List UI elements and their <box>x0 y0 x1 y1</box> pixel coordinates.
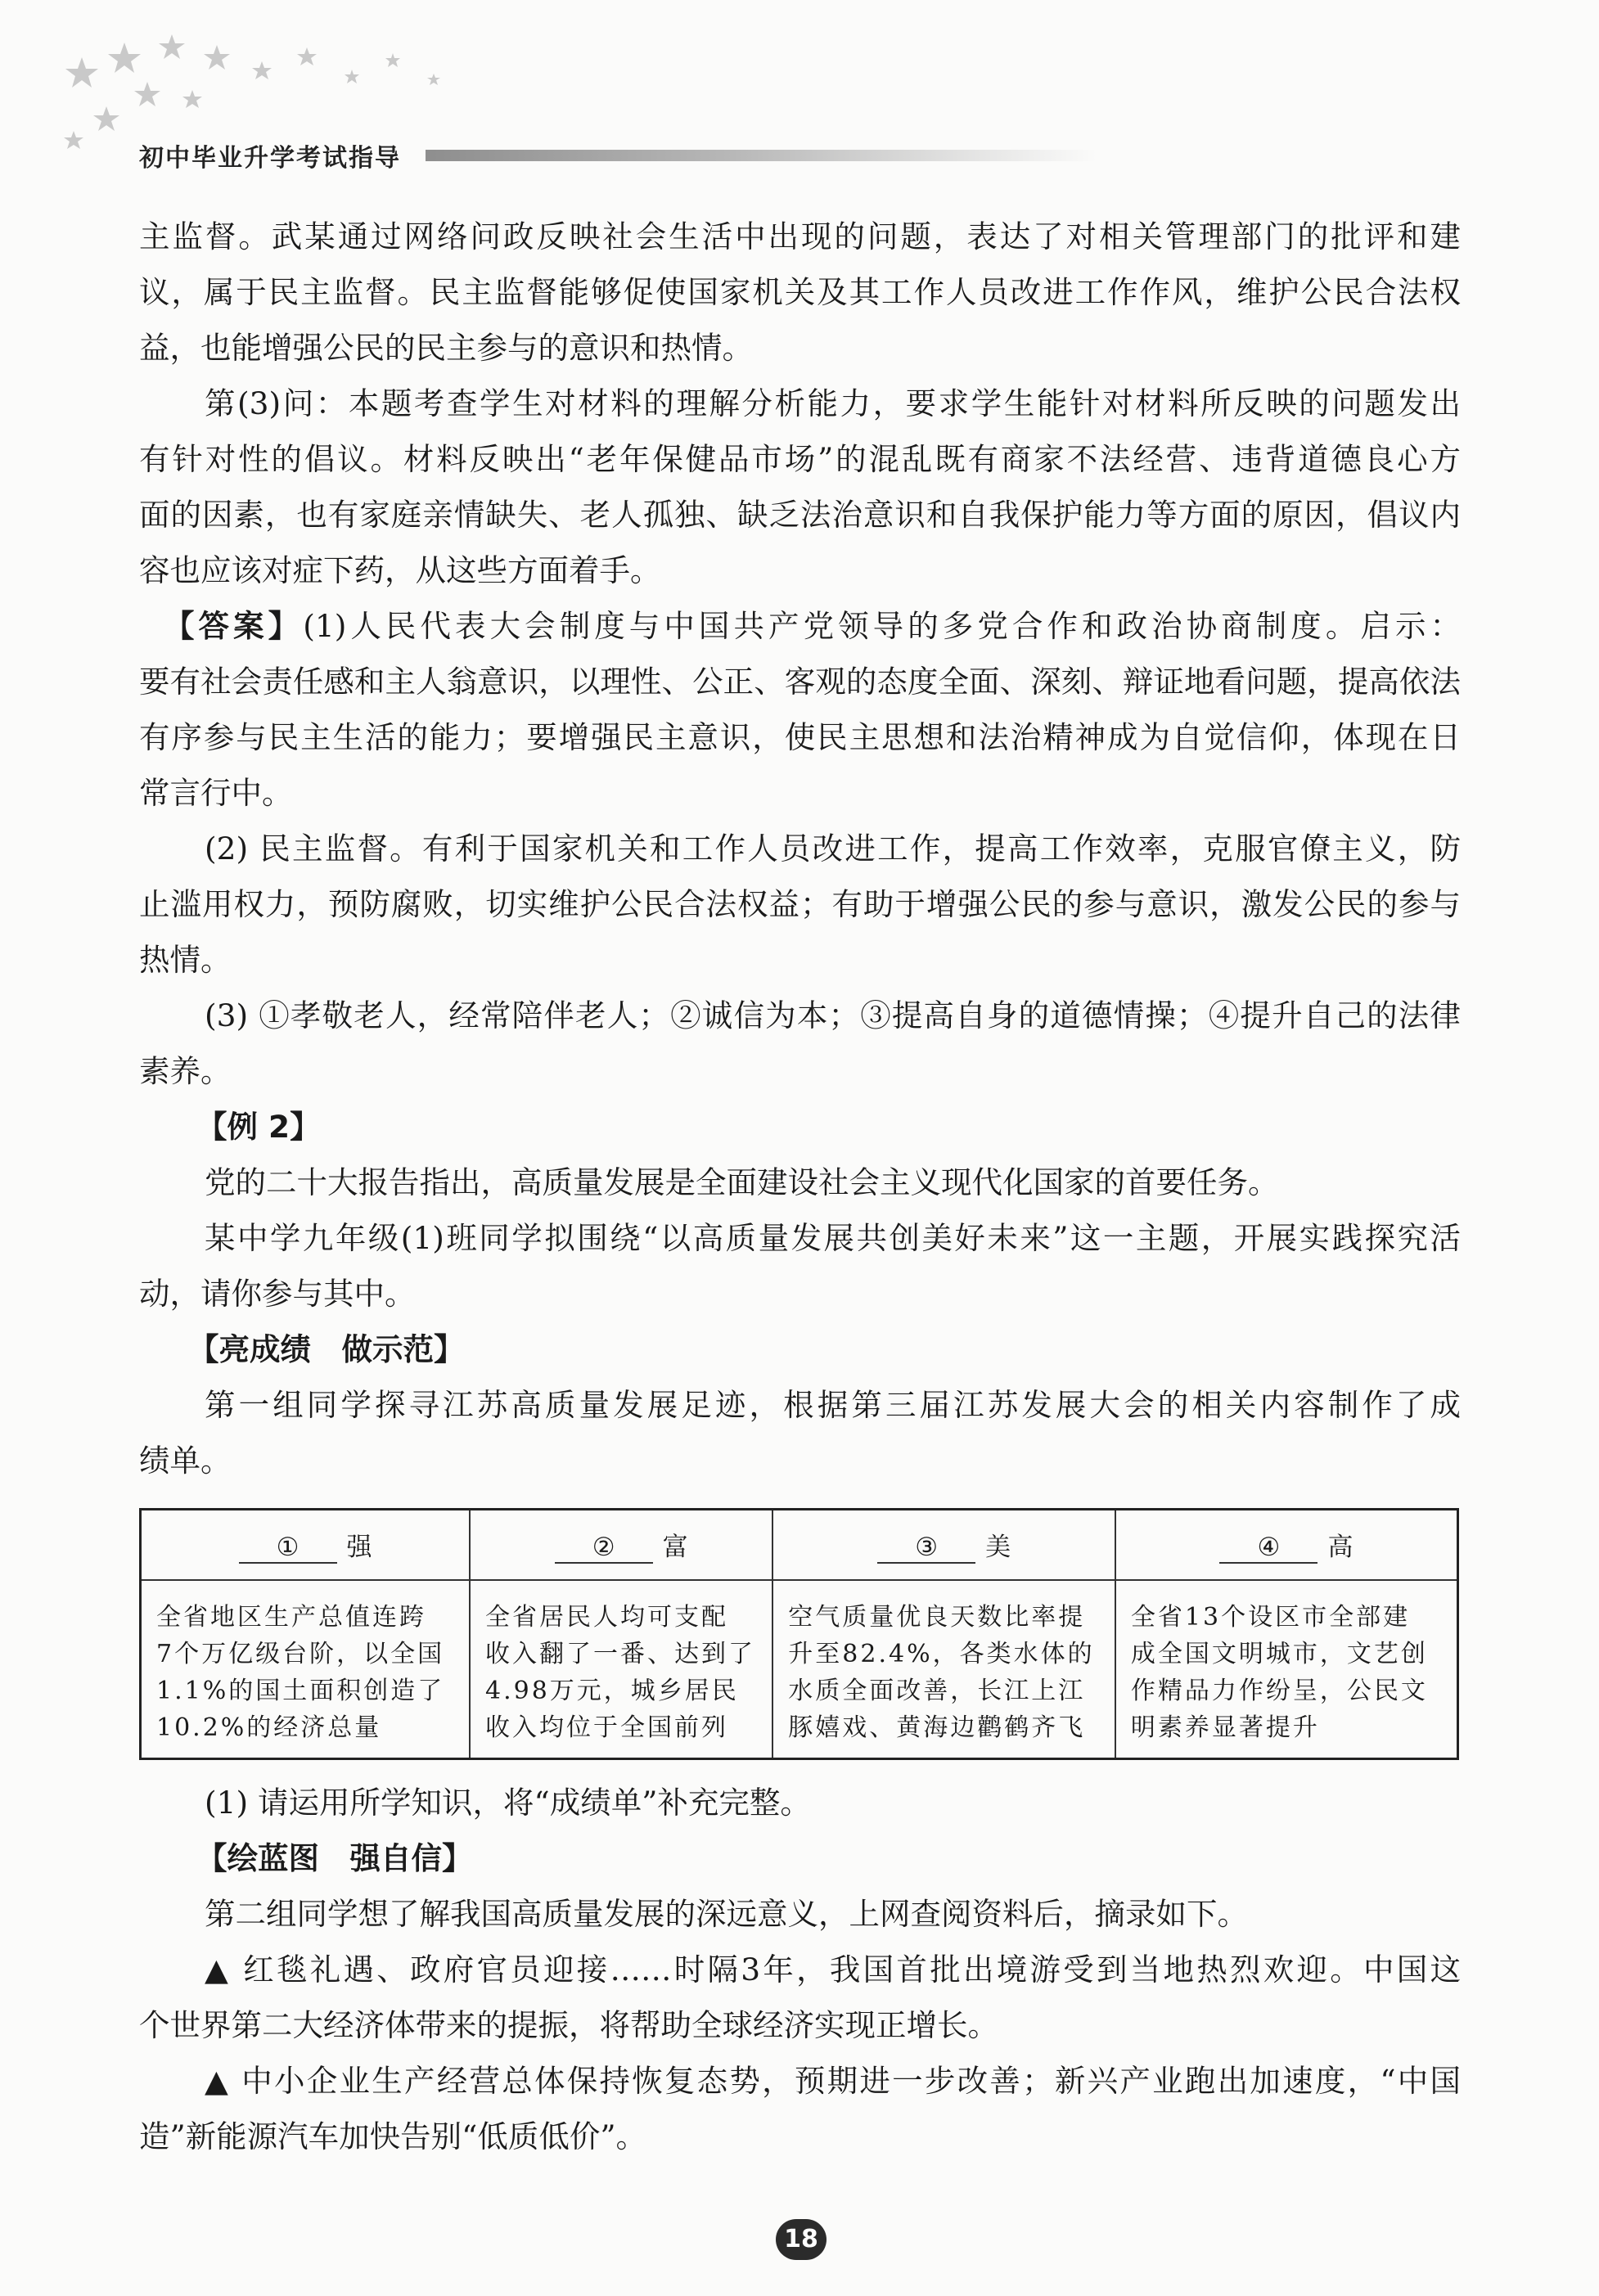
header-word: 富 <box>662 1533 688 1562</box>
cell-line: 豚嬉戏、黄海边鹳鹤齐飞 <box>788 1713 1086 1742</box>
answer-blank: ② <box>555 1533 653 1564</box>
grades-table <box>139 1508 1459 1760</box>
cell-line: 明素养显著提升 <box>1130 1713 1320 1742</box>
text-line: 要有社会责任感和主人翁意识，以理性、公正、客观的态度全面、深刻、辩证地看问题，提高依法 <box>139 664 1461 700</box>
text-line: ▲ 中小企业生产经营总体保持恢复态势，预期进一步改善；新兴产业跑出加速度，“中国 <box>205 2063 1461 2099</box>
answer-blank: ③ <box>877 1533 975 1564</box>
text-line: 第一组同学探寻江苏高质量发展足迹，根据第三届江苏发展大会的相关内容制作了成 <box>205 1387 1461 1423</box>
text-line: 某中学九年级(1)班同学拟围绕“以高质量发展共创美好未来”这一主题，开展实践探究活 <box>205 1220 1461 1256</box>
text-line: 有序参与民主生活的能力；要增强民主意识，使民主思想和法治精神成为自觉信仰，体现在日 <box>139 719 1461 755</box>
cell-line: 1.1%的国土面积创造了 <box>156 1677 445 1705</box>
text-line: 个世界第二大经济体带来的提振，将帮助全球经济实现正增长。 <box>139 2007 998 2043</box>
text-line: 造”新能源汽车加快告别“低质低价”。 <box>139 2118 647 2154</box>
text-line: 党的二十大报告指出，高质量发展是全面建设社会主义现代化国家的首要任务。 <box>205 1164 1279 1200</box>
header-word: 高 <box>1327 1533 1354 1562</box>
table-header <box>141 1510 471 1581</box>
header-bar <box>426 150 1097 161</box>
cell-line: 全省地区生产总值连跨 <box>156 1603 426 1632</box>
table-header <box>772 1510 1115 1581</box>
text-line: ▲ 红毯礼遇、政府官员迎接……时隔3年，我国首批出境游受到当地热烈欢迎。中国这 <box>205 1952 1461 1988</box>
table-cell <box>1115 1580 1458 1759</box>
example-label: 【例 2】 <box>196 1109 321 1145</box>
cell-line: 全省居民人均可支配 <box>485 1603 728 1632</box>
answer-label: 【答案】 <box>164 608 304 644</box>
table-header <box>1115 1510 1458 1581</box>
page-number: 18 <box>776 2219 827 2260</box>
page-content <box>139 209 1461 2164</box>
question-line: (1) 请运用所学知识，将“成绩单”补充完整。 <box>205 1785 811 1821</box>
cell-line: 收入翻了一番、达到了 <box>485 1640 755 1668</box>
table-cell <box>141 1580 471 1759</box>
cell-line: 收入均位于全国前列 <box>485 1713 728 1742</box>
text-line: 动，请你参与其中。 <box>139 1276 416 1312</box>
cell-line: 成全国文明城市，文艺创 <box>1130 1640 1428 1668</box>
text-line: 面的因素，也有家庭亲情缺失、老人孤独、缺乏法治意识和自我保护能力等方面的原因，倡议内 <box>139 497 1461 533</box>
text-line: 热情。 <box>139 942 232 978</box>
cell-line: 全省13个设区市全部建 <box>1130 1603 1411 1632</box>
cell-line: 升至82.4%，各类水体的 <box>788 1640 1095 1668</box>
cell-line: 作精品力作纷呈，公民文 <box>1130 1677 1428 1705</box>
section-title: 【亮成绩 做示范】 <box>188 1331 465 1367</box>
text-line: 止滥用权力，预防腐败，切实维护公民合法权益；有助于增强公民的参与意识，激发公民的参与 <box>139 886 1461 922</box>
text-line: 绩单。 <box>139 1443 232 1479</box>
text-line: 议，属于民主监督。民主监督能够促使国家机关及其工作人员改进工作作风，维护公民合法权 <box>139 274 1461 310</box>
text-line: 益，也能增强公民的民主参与的意识和热情。 <box>139 330 753 366</box>
text-line: 素养。 <box>139 1053 232 1089</box>
text-line: 主监督。武某通过网络问政反映社会生活中出现的问题，表达了对相关管理部门的批评和建 <box>139 218 1461 254</box>
answer-blank: ④ <box>1219 1533 1317 1564</box>
text-line: 第(3)问：本题考查学生对材料的理解分析能力，要求学生能针对材料所反映的问题发出 <box>205 385 1461 421</box>
cell-line: 4.98万元，城乡居民 <box>485 1677 739 1705</box>
cell-line: 空气质量优良天数比率提 <box>788 1603 1086 1632</box>
section-title: 【绘蓝图 强自信】 <box>196 1840 473 1876</box>
table-cell <box>470 1580 772 1759</box>
text-line: (2) 民主监督。有利于国家机关和工作人员改进工作，提高工作效率，克服官僚主义，防 <box>205 831 1461 867</box>
cell-line: 10.2%的经济总量 <box>156 1713 382 1742</box>
answer-text: (1)人民代表大会制度与中国共产党领导的多党合作和政治协商制度。启示： <box>303 608 1462 644</box>
text-line: 常言行中。 <box>139 775 293 811</box>
header-word: 强 <box>346 1533 372 1562</box>
cell-line: 7个万亿级台阶，以全国 <box>156 1640 445 1668</box>
text-line: 第二组同学想了解我国高质量发展的深远意义，上网查阅资料后，摘录如下。 <box>205 1896 1248 1932</box>
answer-blank: ① <box>239 1533 337 1564</box>
table-header <box>470 1510 772 1581</box>
text-line: 有针对性的倡议。材料反映出“老年保健品市场”的混乱既有商家不法经营、违背道德良心方 <box>139 441 1461 477</box>
header-title: 初中毕业升学考试指导 <box>139 144 401 173</box>
text-line: 容也应该对症下药，从这些方面着手。 <box>139 552 661 588</box>
text-line: (3) ①孝敬老人，经常陪伴老人；②诚信为本；③提高自身的道德情操；④提升自己的法律 <box>205 997 1461 1033</box>
table-cell <box>772 1580 1115 1759</box>
header-word: 美 <box>985 1533 1011 1562</box>
cell-line: 水质全面改善，长江上江 <box>788 1677 1086 1705</box>
answer-line <box>139 598 1461 654</box>
